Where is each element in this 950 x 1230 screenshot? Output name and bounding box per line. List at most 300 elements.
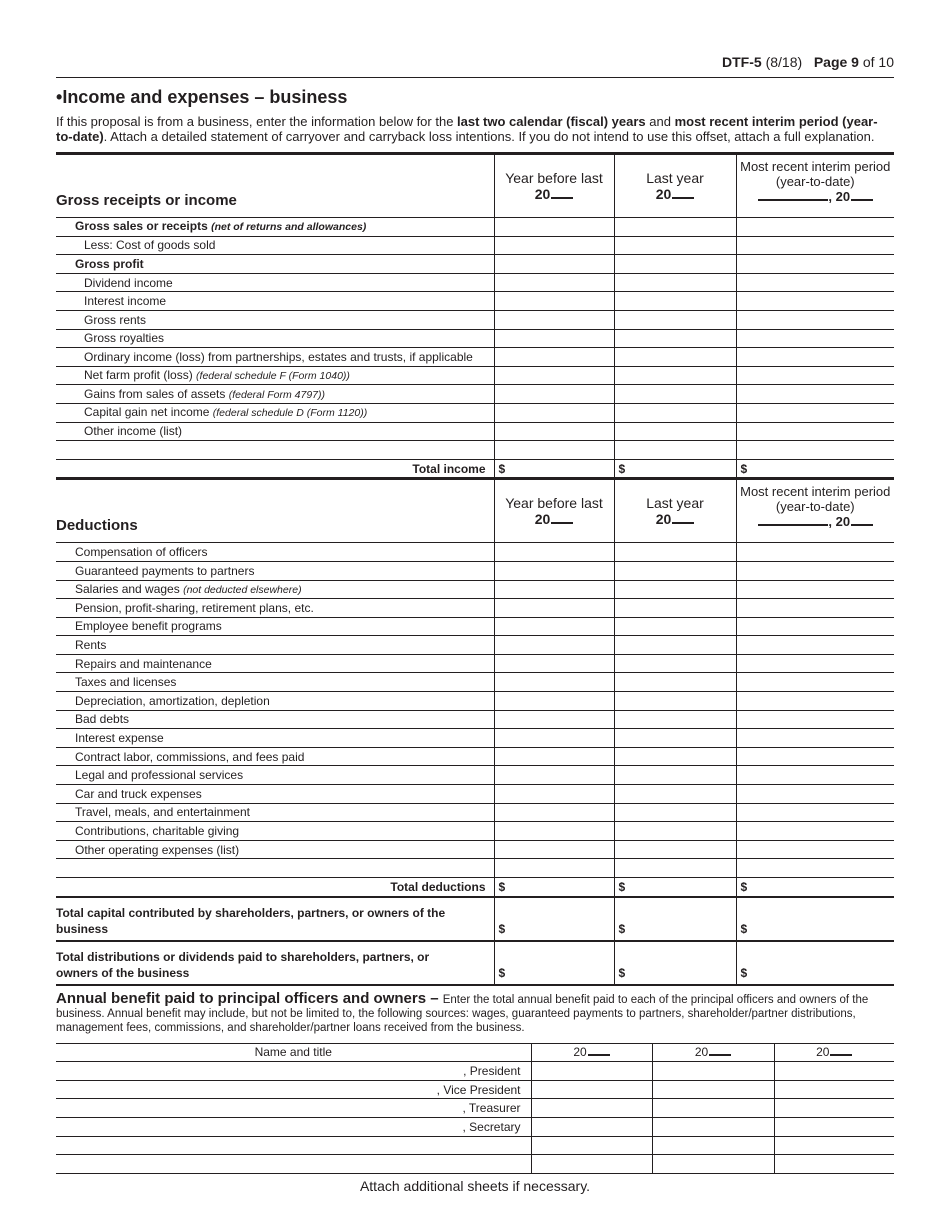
- amount-cell[interactable]: [614, 292, 736, 311]
- row-label-text: Repairs and maintenance: [75, 656, 212, 671]
- amount-cell[interactable]: [736, 766, 894, 785]
- amount-cell[interactable]: [494, 218, 614, 237]
- intro-text: If this proposal is from a business, enter the information below for the: [56, 114, 458, 129]
- section-intro: [56, 114, 894, 144]
- income-row: [56, 329, 894, 348]
- amount-cell[interactable]: [494, 673, 614, 692]
- interim-date-field[interactable]: [737, 189, 895, 204]
- row-label-text: Interest expense: [75, 731, 164, 746]
- benefit-amount-cell[interactable]: [531, 1099, 652, 1118]
- amount-cell[interactable]: [736, 348, 894, 367]
- row-label: [56, 366, 494, 385]
- row-label-text: Taxes and licenses: [75, 675, 177, 690]
- amount-cell[interactable]: [736, 255, 894, 274]
- amount-cell[interactable]: [736, 236, 894, 255]
- amount-cell[interactable]: [736, 580, 894, 599]
- officer-row: [56, 1117, 894, 1136]
- year-blank: [851, 524, 873, 526]
- row-label-text: Capital gain net income: [84, 405, 210, 420]
- footer-note: Attach additional sheets if necessary.: [359, 1177, 591, 1194]
- income-row: [56, 273, 894, 292]
- row-label-text: Gross sales or receipts: [75, 219, 208, 234]
- row-label-text: Employee benefit programs: [75, 619, 222, 634]
- amount-cell[interactable]: [494, 766, 614, 785]
- row-label-text: Other income (list): [84, 424, 183, 439]
- year-field[interactable]: 20: [655, 186, 672, 202]
- amount-cell[interactable]: [614, 747, 736, 766]
- amount-cell[interactable]: [494, 236, 614, 255]
- intro-text: and: [645, 114, 675, 129]
- row-label: [56, 329, 494, 348]
- amount-cell[interactable]: $: [494, 459, 614, 479]
- row-label: [56, 766, 494, 785]
- amount-cell[interactable]: [736, 654, 894, 673]
- amount-cell[interactable]: [494, 310, 614, 329]
- amount-cell[interactable]: [494, 292, 614, 311]
- amount-cell[interactable]: [614, 785, 736, 804]
- officer-row: [56, 1062, 894, 1081]
- bullet-icon: •: [56, 87, 63, 107]
- income-row: [56, 348, 894, 367]
- amount-cell[interactable]: [494, 385, 614, 404]
- row-label-text: Car and truck expenses: [75, 786, 202, 801]
- row-label: [56, 255, 494, 274]
- row-label: [56, 747, 494, 766]
- row-label: [56, 422, 494, 441]
- income-row: [56, 441, 894, 460]
- officer-row: [56, 1080, 894, 1099]
- row-label: [56, 822, 494, 841]
- officer-name-field[interactable]: , Vice President: [56, 1080, 531, 1099]
- section-title-text: Income and expenses – business: [62, 87, 348, 107]
- amount-cell[interactable]: $: [736, 897, 894, 941]
- annual-benefit-table: [56, 1043, 894, 1174]
- officer-name-field[interactable]: , Treasurer: [56, 1099, 531, 1118]
- row-label-text: Depreciation, amortization, depletion: [75, 693, 270, 708]
- amount-cell[interactable]: [614, 617, 736, 636]
- distributions-row: [56, 941, 894, 985]
- amount-cell[interactable]: [494, 580, 614, 599]
- row-label-text: Gross profit: [75, 256, 144, 271]
- row-label: [56, 617, 494, 636]
- amount-cell[interactable]: [494, 859, 614, 878]
- benefit-amount-cell[interactable]: [531, 1136, 652, 1155]
- column-title: Most recent interim period (year-to-date): [740, 159, 891, 189]
- benefit-amount-cell[interactable]: [652, 1155, 774, 1174]
- officer-row: [56, 1136, 894, 1155]
- amount-cell[interactable]: [614, 803, 736, 822]
- column-header-year-before-last: [494, 479, 614, 543]
- amount-cell[interactable]: [614, 403, 736, 422]
- amount-cell[interactable]: [736, 543, 894, 562]
- amount-cell[interactable]: [614, 692, 736, 711]
- row-label-text: Gross rents: [84, 312, 147, 327]
- amount-cell[interactable]: [494, 599, 614, 618]
- year-blank: [672, 197, 694, 199]
- row-label-text: Other operating expenses (list): [75, 842, 240, 857]
- row-label-text: Compensation of officers: [75, 545, 208, 560]
- deduction-row: [56, 636, 894, 655]
- row-label: [56, 348, 494, 367]
- income-row: [56, 255, 894, 274]
- row-label: [56, 218, 494, 237]
- amount-cell[interactable]: [736, 729, 894, 748]
- amount-cell[interactable]: [494, 255, 614, 274]
- year-blank: [830, 1054, 852, 1056]
- benefit-amount-cell[interactable]: [652, 1117, 774, 1136]
- row-label: [56, 729, 494, 748]
- deduction-row: [56, 785, 894, 804]
- column-title: Year before last: [505, 495, 603, 512]
- column-title: Last year: [646, 495, 704, 512]
- amount-cell[interactable]: $: [614, 897, 736, 941]
- benefit-amount-cell[interactable]: [652, 1062, 774, 1081]
- amount-cell[interactable]: $: [614, 941, 736, 985]
- income-heading: Gross receipts or income: [56, 154, 494, 218]
- income-row: [56, 310, 894, 329]
- benefit-amount-cell[interactable]: [531, 1117, 652, 1136]
- amount-cell[interactable]: [614, 543, 736, 562]
- row-label: [56, 561, 494, 580]
- row-label: [56, 403, 494, 422]
- amount-cell[interactable]: [614, 822, 736, 841]
- income-row: [56, 218, 894, 237]
- deduction-row: [56, 729, 894, 748]
- column-header-last-year: [614, 479, 736, 543]
- amount-cell[interactable]: [614, 273, 736, 292]
- deduction-row: [56, 840, 894, 859]
- name-title-header: Name and title: [56, 1043, 531, 1062]
- deduction-row: [56, 692, 894, 711]
- section-title: [56, 86, 894, 108]
- benefit-amount-cell[interactable]: [774, 1155, 894, 1174]
- amount-cell[interactable]: [614, 859, 736, 878]
- deduction-row: [56, 617, 894, 636]
- amount-cell[interactable]: [736, 292, 894, 311]
- year-header[interactable]: [774, 1043, 894, 1062]
- amount-cell[interactable]: [494, 403, 614, 422]
- amount-cell[interactable]: [494, 729, 614, 748]
- year-label: 20: [573, 1045, 587, 1060]
- amount-cell[interactable]: [736, 441, 894, 460]
- row-label: [56, 236, 494, 255]
- page-header: [56, 54, 894, 72]
- column-title: Year before last: [505, 170, 603, 186]
- amount-cell[interactable]: [494, 803, 614, 822]
- amount-cell[interactable]: [614, 255, 736, 274]
- date-blank: [758, 524, 828, 526]
- benefit-amount-cell[interactable]: [774, 1080, 894, 1099]
- benefit-amount-cell[interactable]: [774, 1117, 894, 1136]
- officer-name-field[interactable]: , Secretary: [56, 1117, 531, 1136]
- form-revision: (8/18): [765, 54, 803, 70]
- year-header[interactable]: [531, 1043, 652, 1062]
- amount-cell[interactable]: [614, 840, 736, 859]
- divider: [56, 77, 894, 78]
- amount-cell[interactable]: $: [736, 459, 894, 479]
- year-label: 20: [694, 1045, 709, 1060]
- amount-cell[interactable]: $: [614, 878, 736, 897]
- amount-cell[interactable]: [736, 385, 894, 404]
- amount-cell[interactable]: [614, 580, 736, 599]
- row-label-text: Pension, profit-sharing, retirement plans, etc.: [75, 600, 314, 615]
- row-label-text: Ordinary income (loss) from partnerships, estates and trusts, if applicable: [84, 349, 473, 364]
- amount-cell[interactable]: [736, 366, 894, 385]
- row-note: (federal schedule F (Form 1040)): [196, 370, 350, 383]
- row-label-text: Contract labor, commissions, and fees paid: [75, 749, 305, 764]
- benefit-amount-cell[interactable]: [652, 1080, 774, 1099]
- amount-cell[interactable]: $: [494, 878, 614, 897]
- capital-contributed-row: [56, 897, 894, 941]
- benefit-header-row: [56, 1043, 894, 1062]
- amount-cell[interactable]: [494, 654, 614, 673]
- year-header[interactable]: [652, 1043, 774, 1062]
- intro-bold: last two calendar (fiscal) years: [457, 114, 646, 129]
- year-blank: [851, 199, 873, 201]
- amount-cell[interactable]: $: [614, 459, 736, 479]
- amount-cell[interactable]: [736, 617, 894, 636]
- amount-cell[interactable]: $: [494, 941, 614, 985]
- row-label: [56, 310, 494, 329]
- row-label: [56, 673, 494, 692]
- benefit-amount-cell[interactable]: [774, 1099, 894, 1118]
- row-label-text: Dividend income: [84, 275, 173, 290]
- amount-cell[interactable]: [494, 692, 614, 711]
- row-label: [56, 840, 494, 859]
- row-label-text: Less: Cost of goods sold: [84, 238, 216, 253]
- amount-cell[interactable]: [494, 422, 614, 441]
- row-note: (net of returns and allowances): [211, 221, 367, 234]
- amount-cell[interactable]: [494, 441, 614, 460]
- row-label-text: Travel, meals, and entertainment: [75, 805, 250, 820]
- deduction-row: [56, 859, 894, 878]
- amount-cell[interactable]: [494, 840, 614, 859]
- form-number: DTF-5: [722, 54, 762, 70]
- row-label: [56, 543, 494, 562]
- amount-cell[interactable]: [614, 636, 736, 655]
- amount-cell[interactable]: $: [494, 897, 614, 941]
- row-note: (federal schedule D (Form 1120)): [212, 407, 368, 420]
- deduction-row: [56, 654, 894, 673]
- year-blank: [672, 522, 694, 524]
- income-expense-table: [56, 152, 894, 986]
- income-row: [56, 292, 894, 311]
- amount-cell[interactable]: [494, 366, 614, 385]
- row-label-text: Gains from sales of assets: [84, 386, 226, 401]
- amount-cell[interactable]: [736, 218, 894, 237]
- date-blank: [758, 199, 828, 201]
- income-row: [56, 403, 894, 422]
- amount-cell[interactable]: [614, 385, 736, 404]
- amount-cell[interactable]: [736, 692, 894, 711]
- amount-cell[interactable]: [736, 561, 894, 580]
- year-blank: [588, 1054, 610, 1056]
- row-label-text: Contributions, charitable giving: [75, 824, 240, 839]
- row-label: [56, 654, 494, 673]
- amount-cell[interactable]: [494, 636, 614, 655]
- row-label-text: Bad debts: [75, 712, 130, 727]
- row-label-text: Guaranteed payments to partners: [75, 563, 255, 578]
- row-label: [56, 273, 494, 292]
- row-label: [56, 692, 494, 711]
- amount-cell[interactable]: [494, 348, 614, 367]
- year-field[interactable]: 20: [534, 511, 551, 528]
- amount-cell[interactable]: [736, 747, 894, 766]
- officer-name-field[interactable]: [56, 1136, 531, 1155]
- amount-cell[interactable]: [736, 840, 894, 859]
- deductions-header-row: [56, 479, 894, 543]
- amount-cell[interactable]: [736, 599, 894, 618]
- amount-cell[interactable]: $: [736, 941, 894, 985]
- row-label-text: Net farm profit (loss): [84, 368, 193, 383]
- row-label: [56, 636, 494, 655]
- row-label-text: Gross royalties: [84, 331, 165, 346]
- officer-name-field[interactable]: [56, 1155, 531, 1174]
- row-label-text: Interest income: [84, 294, 167, 309]
- intro-bold: most recent interim period (year-to-date): [56, 114, 878, 144]
- amount-cell[interactable]: [736, 710, 894, 729]
- amount-cell[interactable]: [736, 673, 894, 692]
- row-label-text: Salaries and wages: [75, 581, 180, 596]
- amount-cell[interactable]: [614, 441, 736, 460]
- amount-cell[interactable]: [614, 766, 736, 785]
- amount-cell[interactable]: $: [736, 878, 894, 897]
- amount-cell[interactable]: [614, 729, 736, 748]
- row-label-text: Legal and professional services: [75, 768, 244, 783]
- total-income-row-label: Total income: [56, 459, 494, 479]
- amount-cell[interactable]: [614, 310, 736, 329]
- page-total: of 10: [862, 54, 894, 70]
- row-label: [56, 859, 494, 878]
- column-title: Last year: [646, 170, 704, 186]
- total-income-row: [56, 459, 894, 479]
- deduction-row: [56, 710, 894, 729]
- income-row: [56, 385, 894, 404]
- column-title: Most recent interim period (year-to-date): [740, 484, 891, 515]
- annual-benefit-text: Enter the total annual benefit paid to each of the principal officers and owners of the business. Annual benefit may include, but not be limited to, the following sources: wages, guaranteed payments to partners, shareholder/partner distributions, management fees, commissions, and shareholder/partner loans received from the business.: [56, 993, 869, 1034]
- amount-cell[interactable]: [736, 803, 894, 822]
- amount-cell[interactable]: [736, 422, 894, 441]
- benefit-amount-cell[interactable]: [774, 1136, 894, 1155]
- amount-cell[interactable]: [736, 859, 894, 878]
- year-blank: [709, 1054, 731, 1056]
- row-label: [56, 785, 494, 804]
- amount-cell[interactable]: [494, 561, 614, 580]
- benefit-amount-cell[interactable]: [531, 1062, 652, 1081]
- year-field[interactable]: 20: [534, 186, 551, 202]
- interim-year: , 20: [828, 514, 851, 530]
- amount-cell[interactable]: [494, 543, 614, 562]
- amount-cell[interactable]: [494, 710, 614, 729]
- deduction-row: [56, 543, 894, 562]
- income-row: [56, 422, 894, 441]
- interim-date-field[interactable]: [737, 514, 895, 529]
- amount-cell[interactable]: [494, 822, 614, 841]
- amount-cell[interactable]: [614, 236, 736, 255]
- amount-cell[interactable]: [736, 403, 894, 422]
- amount-cell[interactable]: [736, 785, 894, 804]
- total-deductions-row: [56, 878, 894, 897]
- amount-cell[interactable]: [494, 329, 614, 348]
- intro-text: . Attach a detailed statement of carryover and carryback loss intentions. If you do not intend to use this offset, attach a full explanation.: [103, 129, 875, 144]
- amount-cell[interactable]: [614, 654, 736, 673]
- amount-cell[interactable]: [614, 673, 736, 692]
- year-field[interactable]: 20: [655, 511, 672, 528]
- row-label: [56, 441, 494, 460]
- amount-cell[interactable]: [494, 617, 614, 636]
- deduction-row: [56, 822, 894, 841]
- amount-cell[interactable]: [614, 599, 736, 618]
- amount-cell[interactable]: [494, 747, 614, 766]
- amount-cell[interactable]: [614, 561, 736, 580]
- benefit-amount-cell[interactable]: [652, 1136, 774, 1155]
- column-header-interim: [736, 154, 894, 218]
- deductions-heading: Deductions: [56, 479, 494, 543]
- deduction-row: [56, 803, 894, 822]
- amount-cell[interactable]: [736, 822, 894, 841]
- row-note: (not deducted elsewhere): [183, 583, 302, 596]
- amount-cell[interactable]: [614, 329, 736, 348]
- amount-cell[interactable]: [614, 348, 736, 367]
- income-row: [56, 236, 894, 255]
- amount-cell[interactable]: [614, 710, 736, 729]
- deduction-row: [56, 673, 894, 692]
- amount-cell[interactable]: [494, 273, 614, 292]
- annual-benefit-title: Annual benefit paid to principal officers and owners –: [56, 989, 443, 1007]
- row-label: [56, 385, 494, 404]
- benefit-amount-cell[interactable]: [531, 1080, 652, 1099]
- year-blank: [551, 197, 573, 199]
- amount-cell[interactable]: [736, 273, 894, 292]
- deduction-row: [56, 766, 894, 785]
- row-label: [56, 292, 494, 311]
- column-header-interim: [736, 479, 894, 543]
- page-number: Page 9: [813, 54, 859, 70]
- deduction-row: [56, 747, 894, 766]
- amount-cell[interactable]: [736, 636, 894, 655]
- row-label: [56, 580, 494, 599]
- income-header-row: [56, 154, 894, 218]
- row-label: [56, 803, 494, 822]
- capital-contributed-row-label: Total capital contributed by shareholders, partners, or owners of the business: [56, 897, 494, 941]
- officer-row: [56, 1099, 894, 1118]
- deduction-row: [56, 599, 894, 618]
- row-label-text: Rents: [75, 638, 107, 653]
- year-label: 20: [816, 1045, 830, 1060]
- year-blank: [551, 522, 573, 524]
- benefit-amount-cell[interactable]: [774, 1062, 894, 1081]
- amount-cell[interactable]: [614, 422, 736, 441]
- amount-cell[interactable]: [736, 310, 894, 329]
- amount-cell[interactable]: [614, 218, 736, 237]
- column-header-last-year: [614, 154, 736, 218]
- benefit-amount-cell[interactable]: [652, 1099, 774, 1118]
- total-deductions-row-label: Total deductions: [56, 878, 494, 897]
- row-label: [56, 710, 494, 729]
- deduction-row: [56, 561, 894, 580]
- interim-year: , 20: [828, 189, 851, 204]
- distributions-row-label: Total distributions or dividends paid to shareholders, partners, or owners of the business: [56, 941, 494, 985]
- officer-name-field[interactable]: , President: [56, 1062, 531, 1081]
- income-row: [56, 366, 894, 385]
- benefit-amount-cell[interactable]: [531, 1155, 652, 1174]
- amount-cell[interactable]: [614, 366, 736, 385]
- amount-cell[interactable]: [736, 329, 894, 348]
- column-header-year-before-last: [494, 154, 614, 218]
- amount-cell[interactable]: [494, 785, 614, 804]
- annual-benefit-intro: [56, 990, 894, 1035]
- row-note: (federal Form 4797)): [228, 388, 326, 401]
